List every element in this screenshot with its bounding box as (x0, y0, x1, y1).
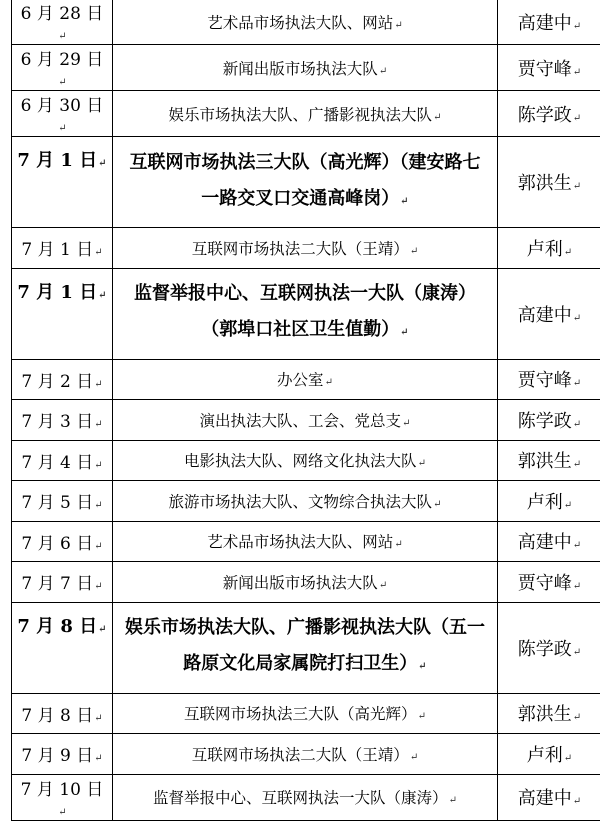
paragraph-mark-icon: ↵ (573, 67, 581, 78)
paragraph-mark-icon: ↵ (98, 624, 106, 635)
date-cell-text: 7 月 10 日 (21, 780, 104, 800)
paragraph-mark-icon: ↵ (400, 327, 408, 338)
date-cell-text: 7 月 5 日 (21, 493, 93, 513)
paragraph-mark-icon: ↵ (410, 752, 418, 763)
name-cell-text: 高建中 (518, 305, 572, 326)
paragraph-mark-icon: ↵ (325, 377, 333, 388)
date-cell (12, 0, 113, 45)
paragraph-mark-icon: ↵ (418, 711, 426, 722)
name-cell-text: 高建中 (518, 532, 572, 553)
unit-cell-text: 艺术品市场执法大队、网站 (207, 14, 393, 32)
table-row (12, 45, 600, 91)
paragraph-mark-icon: ↵ (573, 378, 581, 389)
date-cell-text: 7 月 8 日 (21, 706, 93, 726)
table-row (12, 400, 600, 441)
date-cell-text: 7 月 1 日 (17, 282, 97, 303)
date-cell (12, 734, 113, 775)
unit-cell (113, 268, 498, 359)
unit-cell (113, 0, 498, 45)
date-cell (12, 268, 113, 359)
date-cell-text: 6 月 30 日 (21, 96, 104, 116)
name-cell (498, 359, 600, 400)
name-cell-text: 郭洪生 (518, 173, 572, 194)
table-row (12, 693, 600, 734)
paragraph-mark-icon: ↵ (433, 499, 441, 510)
date-cell (12, 521, 113, 562)
name-cell (498, 400, 600, 441)
paragraph-mark-icon: ↵ (94, 379, 102, 390)
unit-cell (113, 45, 498, 91)
name-cell (498, 774, 600, 820)
name-cell-text: 高建中 (518, 13, 572, 34)
paragraph-mark-icon: ↵ (573, 113, 581, 124)
date-cell (12, 91, 113, 137)
paragraph-mark-icon: ↵ (573, 419, 581, 430)
unit-cell (113, 137, 498, 228)
paragraph-mark-icon: ↵ (379, 66, 387, 77)
paragraph-mark-icon: ↵ (564, 753, 572, 764)
paragraph-mark-icon: ↵ (400, 196, 408, 207)
unit-cell-text: 娱乐市场执法大队、广播影视执法大队 (169, 106, 433, 124)
date-cell-text: 7 月 7 日 (21, 574, 93, 594)
paragraph-mark-icon: ↵ (94, 419, 102, 430)
paragraph-mark-icon: ↵ (573, 21, 581, 32)
unit-cell (113, 693, 498, 734)
unit-cell-text: 互联网市场执法三大队（高光辉） (184, 705, 417, 723)
name-cell-text: 陈学政 (518, 411, 572, 432)
date-cell (12, 693, 113, 734)
unit-cell-text: 电影执法大队、网络文化执法大队 (184, 452, 417, 470)
paragraph-mark-icon: ↵ (58, 31, 66, 42)
paragraph-mark-icon: ↵ (94, 500, 102, 511)
name-cell (498, 734, 600, 775)
paragraph-mark-icon: ↵ (573, 712, 581, 723)
paragraph-mark-icon: ↵ (449, 795, 457, 806)
paragraph-mark-icon: ↵ (379, 580, 387, 591)
name-cell (498, 602, 600, 693)
unit-cell-text: 旅游市场执法大队、文物综合执法大队 (169, 493, 433, 511)
date-cell-text: 7 月 9 日 (21, 746, 93, 766)
date-cell-text: 7 月 1 日 (21, 240, 93, 260)
name-cell (498, 91, 600, 137)
table-row (12, 562, 600, 603)
unit-cell-text: 监督举报中心、互联网执法一大队（康涛） (153, 789, 448, 807)
unit-cell-text: 新闻出版市场执法大队 (223, 60, 378, 78)
paragraph-mark-icon: ↵ (410, 246, 418, 257)
paragraph-mark-icon: ↵ (394, 539, 402, 550)
date-cell-text: 7 月 2 日 (21, 372, 93, 392)
unit-cell-text: 互联网市场执法二大队（王靖） (192, 240, 409, 258)
name-cell (498, 521, 600, 562)
table-row (12, 774, 600, 820)
name-cell-text: 贾守峰 (518, 573, 572, 594)
name-cell-text: 郭洪生 (518, 704, 572, 725)
table-row (12, 481, 600, 522)
unit-cell (113, 734, 498, 775)
unit-cell (113, 481, 498, 522)
paragraph-mark-icon: ↵ (394, 20, 402, 31)
date-cell (12, 562, 113, 603)
table-row (12, 0, 600, 45)
paragraph-mark-icon: ↵ (564, 500, 572, 511)
name-cell-text: 高建中 (518, 788, 572, 809)
table-row (12, 440, 600, 481)
unit-cell (113, 91, 498, 137)
table-row (12, 734, 600, 775)
paragraph-mark-icon: ↵ (573, 313, 581, 324)
table-row (12, 137, 600, 228)
name-cell-text: 陈学政 (518, 105, 572, 126)
paragraph-mark-icon: ↵ (418, 458, 426, 469)
name-cell (498, 137, 600, 228)
date-cell-text: 7 月 8 日 (17, 616, 97, 637)
date-cell-text: 7 月 3 日 (21, 412, 93, 432)
date-cell (12, 400, 113, 441)
paragraph-mark-icon: ↵ (94, 581, 102, 592)
date-cell (12, 359, 113, 400)
paragraph-mark-icon: ↵ (98, 158, 106, 169)
table-row (12, 228, 600, 269)
name-cell-text: 卢利 (527, 239, 563, 260)
paragraph-mark-icon: ↵ (94, 460, 102, 471)
unit-cell-text: 新闻出版市场执法大队 (223, 574, 378, 592)
unit-cell-text: 演出执法大队、工会、党总支 (200, 412, 402, 430)
name-cell-text: 贾守峰 (518, 370, 572, 391)
paragraph-mark-icon: ↵ (573, 181, 581, 192)
date-cell (12, 440, 113, 481)
paragraph-mark-icon: ↵ (94, 247, 102, 258)
paragraph-mark-icon: ↵ (402, 418, 410, 429)
date-cell-text: 7 月 6 日 (21, 534, 93, 554)
unit-cell-text: 互联网市场执法二大队（王靖） (192, 746, 409, 764)
name-cell (498, 45, 600, 91)
name-cell (498, 693, 600, 734)
unit-cell (113, 774, 498, 820)
paragraph-mark-icon: ↵ (94, 541, 102, 552)
roster-body (12, 0, 600, 820)
date-cell (12, 137, 113, 228)
paragraph-mark-icon: ↵ (573, 459, 581, 470)
unit-cell (113, 602, 498, 693)
name-cell (498, 228, 600, 269)
unit-cell-text: 艺术品市场执法大队、网站 (207, 533, 393, 551)
table-row (12, 359, 600, 400)
name-cell (498, 562, 600, 603)
unit-cell-text: 办公室 (277, 371, 324, 389)
name-cell-text: 郭洪生 (518, 451, 572, 472)
paragraph-mark-icon: ↵ (418, 661, 426, 672)
unit-cell-text: 互联网市场执法三大队（高光辉）（建安路七一路交叉口交通高峰岗） (130, 152, 481, 209)
unit-cell (113, 440, 498, 481)
paragraph-mark-icon: ↵ (58, 77, 66, 88)
duty-roster-table (11, 0, 600, 821)
name-cell (498, 440, 600, 481)
unit-cell (113, 228, 498, 269)
paragraph-mark-icon: ↵ (564, 247, 572, 258)
table-row (12, 521, 600, 562)
name-cell (498, 268, 600, 359)
paragraph-mark-icon: ↵ (58, 807, 66, 818)
date-cell (12, 45, 113, 91)
date-cell-text: 7 月 4 日 (21, 453, 93, 473)
unit-cell (113, 562, 498, 603)
paragraph-mark-icon: ↵ (433, 112, 441, 123)
table-row (12, 91, 600, 137)
unit-cell (113, 400, 498, 441)
date-cell (12, 602, 113, 693)
paragraph-mark-icon: ↵ (98, 290, 106, 301)
date-cell-text: 6 月 29 日 (21, 50, 104, 70)
unit-cell (113, 359, 498, 400)
date-cell (12, 774, 113, 820)
date-cell (12, 481, 113, 522)
name-cell-text: 卢利 (527, 745, 563, 766)
unit-cell-text: 监督举报中心、互联网执法一大队（康涛）（郭埠口社区卫生值勤） (134, 283, 476, 340)
name-cell (498, 0, 600, 45)
table-row (12, 268, 600, 359)
name-cell-text: 卢利 (527, 492, 563, 513)
paragraph-mark-icon: ↵ (573, 796, 581, 807)
paragraph-mark-icon: ↵ (58, 123, 66, 134)
date-cell-text: 7 月 1 日 (17, 150, 97, 171)
name-cell-text: 陈学政 (518, 639, 572, 660)
paragraph-mark-icon: ↵ (573, 540, 581, 551)
date-cell (12, 228, 113, 269)
unit-cell (113, 521, 498, 562)
unit-cell-text: 娱乐市场执法大队、广播影视执法大队（五一路原文化局家属院打扫卫生） (125, 617, 485, 674)
paragraph-mark-icon: ↵ (573, 647, 581, 658)
paragraph-mark-icon: ↵ (94, 713, 102, 724)
paragraph-mark-icon: ↵ (573, 581, 581, 592)
table-row (12, 602, 600, 693)
paragraph-mark-icon: ↵ (94, 753, 102, 764)
name-cell (498, 481, 600, 522)
date-cell-text: 6 月 28 日 (21, 4, 104, 24)
name-cell-text: 贾守峰 (518, 59, 572, 80)
